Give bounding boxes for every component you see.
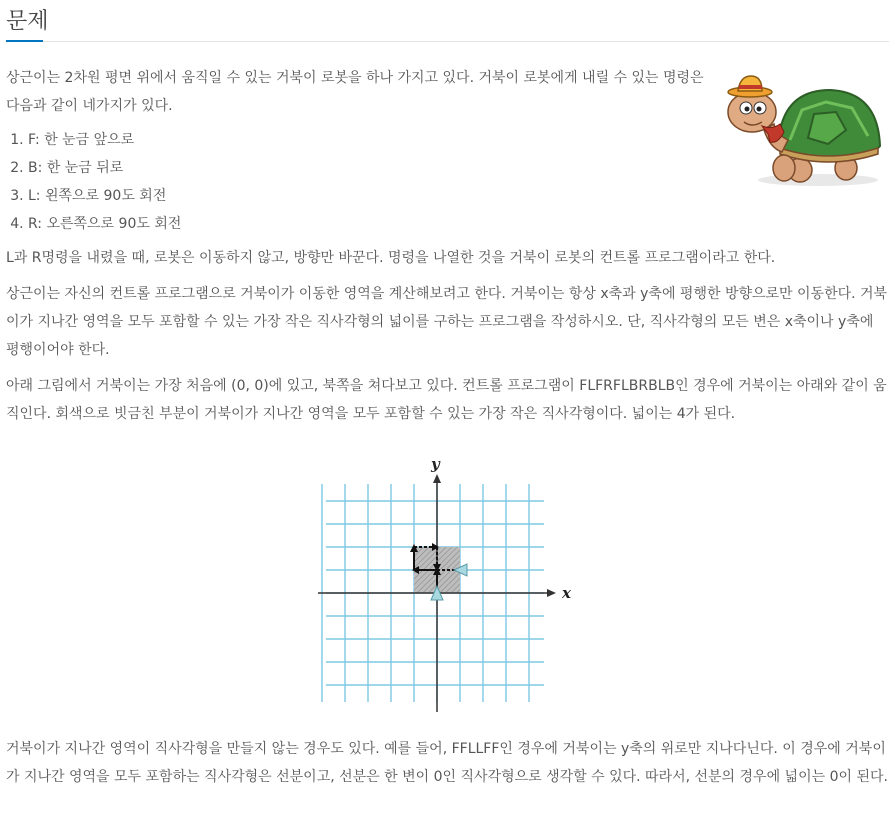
y-axis-arrow [433, 474, 441, 483]
movement-figure [318, 454, 580, 716]
x-axis-label: x [562, 584, 571, 602]
title-divider [6, 41, 889, 42]
title-accent-bar [6, 40, 43, 42]
paragraph-rotation: L과 R명령을 내렸을 때, 로봇은 이동하지 않고, 방향만 바꾼다. 명령을 나열한 것을 거북이 로봇의 컨트롤 프로그램이라고 한다. [6, 250, 776, 266]
command-item: 3. L: 왼쪽으로 90도 회전 [28, 182, 889, 210]
command-item: 4. R: 오른쪽으로 90도 회전 [28, 210, 889, 238]
y-axis-label: y [431, 455, 440, 473]
intro-paragraph: 상근이는 2차원 평면 위에서 움직일 수 있는 거북이 로봇을 하나 가지고 있다. 거북이 로봇에게 내릴 수 있는 명령은 다음과 같이 네가지가 있다. [6, 70, 704, 114]
x-axis-arrow [547, 589, 556, 597]
section-title: 문제 [6, 9, 49, 34]
paragraph-segment-case: 거북이가 지나간 영역이 직사각형을 만들지 않는 경우도 있다. 예를 들어, FFLLFF인 경우에 거북이는 y축의 위로만 지나다닌다. 이 경우에 거북이가 지나간 영역을 모두 포함하는 직사각형은 선분이고, 선분은 한 변이 0인 직사각형으로 생각할 수 있다. 따라서, 선분의 경우에 넓이는 0이 된다. [6, 741, 888, 785]
paragraph-task: 상근이는 자신의 컨트롤 프로그램으로 거북이가 이동한 영역을 계산해보려고 한다. 거북이는 항상 x축과 y축에 평행한 방향으로만 이동한다. 거북이가 지나간 영역을 모두 포함할 수 있는 가장 작은 직사각형의 넓이를 구하는 프로그램을 작성하시오. 단, 직사각형의 모든 변은 x축이나 y축에 평행이어야 한다. [6, 286, 888, 358]
command-item: 1. F: 한 눈금 앞으로 [28, 126, 889, 154]
problem-body [6, 64, 889, 428]
paragraph-example: 아래 그림에서 거북이는 가장 처음에 (0, 0)에 있고, 북쪽을 쳐다보고 있다. 컨트롤 프로그램이 FLFRFLBRBLB인 경우에 거북이는 아래와 같이 움직인다. 회색으로 빗금친 부분이 거북이가 지나간 영역을 모두 포함할 수 있는 가장 작은 직사각형이다. 넓이는 4가 된다. [6, 378, 887, 422]
command-item: 2. B: 한 눈금 뒤로 [28, 154, 889, 182]
command-list [6, 126, 889, 238]
